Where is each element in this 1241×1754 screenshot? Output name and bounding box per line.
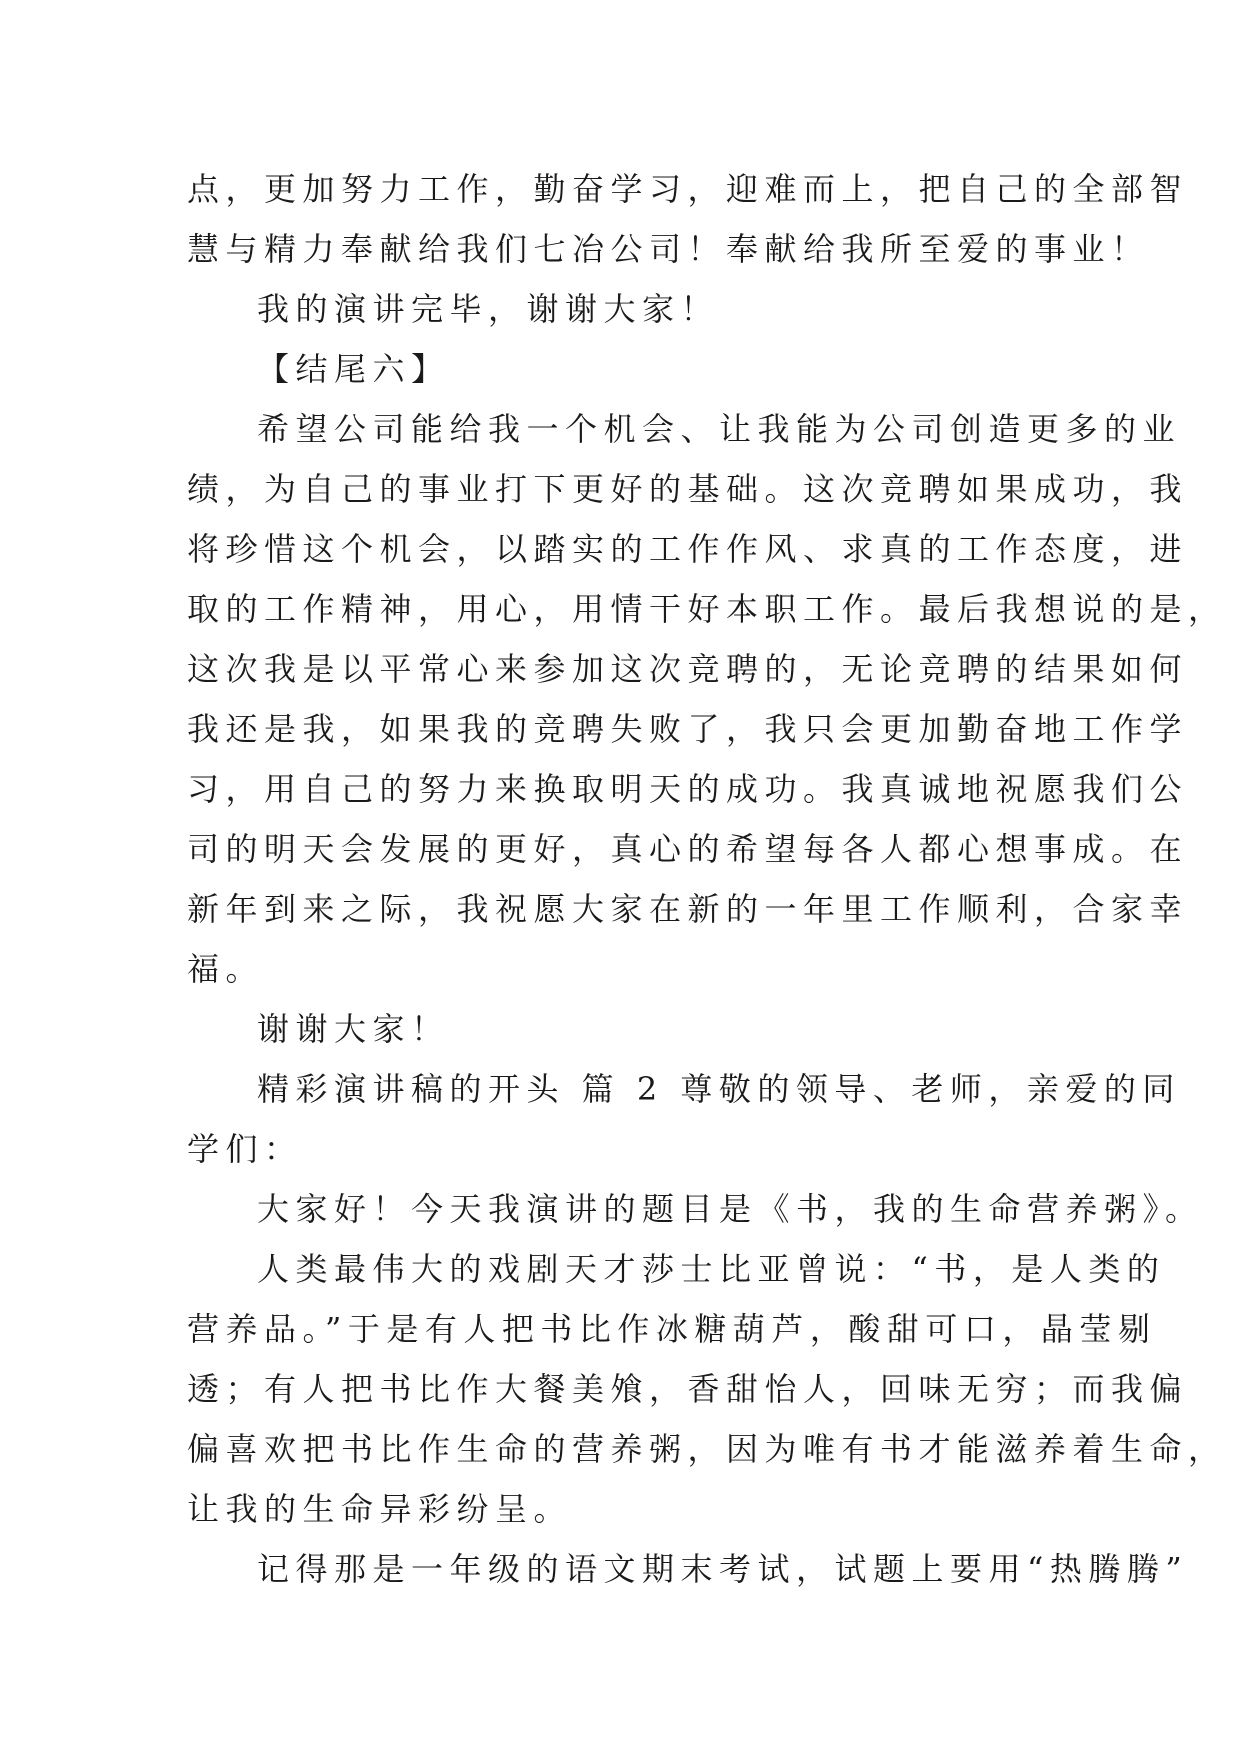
text-line: 透；有人把书比作大餐美飧，香甜怡人，回味无穷；而我偏 [187, 1370, 1189, 1408]
text-line: 大家好！今天我演讲的题目是《书，我的生命营养粥》。 [257, 1190, 1204, 1228]
text-line: 将珍惜这个机会，以踏实的工作作风、求真的工作态度，进 [187, 530, 1189, 568]
text-line: 学们： [187, 1130, 303, 1168]
text-line: 【结尾六】 [257, 350, 450, 388]
text-line: 希望公司能给我一个机会、让我能为公司创造更多的业 [257, 410, 1182, 448]
text-line: 绩，为自己的事业打下更好的基础。这次竞聘如果成功，我 [187, 470, 1189, 508]
text-line: 福。 [187, 950, 265, 988]
text-line: 让我的生命异彩纷呈。 [187, 1490, 573, 1528]
text-line: 谢谢大家！ [257, 1010, 450, 1048]
text-line: 这次我是以平常心来参加这次竞聘的，无论竞聘的结果如何 [187, 650, 1189, 688]
text-line: 习，用自己的努力来换取明天的成功。我真诚地祝愿我们公 [187, 770, 1189, 808]
document-body [187, 159, 1227, 1599]
text-line: 偏喜欢把书比作生命的营养粥，因为唯有书才能滋养着生命， [187, 1430, 1227, 1468]
text-line: 司的明天会发展的更好，真心的希望每各人都心想事成。在 [187, 830, 1189, 868]
text-line: 我的演讲完毕，谢谢大家！ [257, 290, 720, 328]
text-line: 营养品。”于是有人把书比作冰糖葫芦，酸甜可口，晶莹剔 [187, 1310, 1157, 1348]
text-line: 精彩演讲稿的开头 篇 2 尊敬的领导、老师，亲爱的同 [257, 1070, 1181, 1108]
text-line: 慧与精力奉献给我们七冶公司！奉献给我所至爱的事业！ [187, 230, 1150, 268]
text-line: 人类最伟大的戏剧天才莎士比亚曾说：“书，是人类的 [257, 1250, 1166, 1288]
text-line: 我还是我，如果我的竞聘失败了，我只会更加勤奋地工作学 [187, 710, 1189, 748]
text-line: 取的工作精神，用心，用情干好本职工作。最后我想说的是， [187, 590, 1227, 628]
text-line: 新年到来之际，我祝愿大家在新的一年里工作顺利，合家幸 [187, 890, 1189, 928]
text-line: 记得那是一年级的语文期末考试，试题上要用“热腾腾” [257, 1550, 1189, 1588]
text-line: 点，更加努力工作，勤奋学习，迎难而上，把自己的全部智 [187, 170, 1189, 208]
